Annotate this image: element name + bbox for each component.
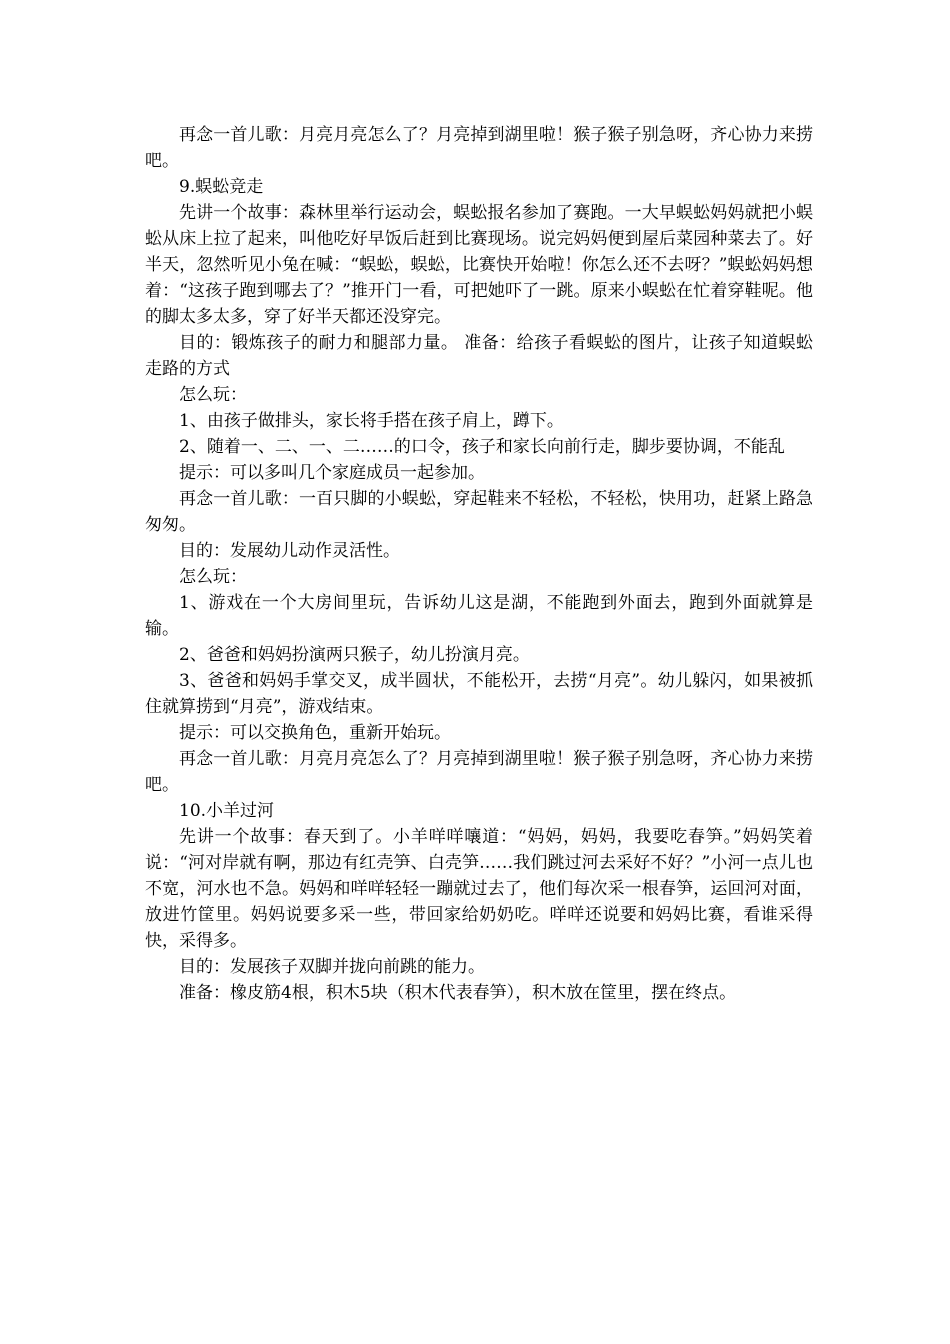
paragraph-centipede-story: 先讲一个故事：森林里举行运动会，蜈蚣报名参加了赛跑。一大早蜈蚣妈妈就把小蜈蚣从床上拉了起来，叫他吃好早饭后赶到比赛现场。说完妈妈便到屋后菜园种菜去了。好半天，忽然听见小兔在喊：“蜈蚣，蜈蚣，比赛快开始啦！你怎么还不去呀？”蜈蚣妈妈想着：“这孩子跑到哪去了？”推开门一看，可把她吓了一跳。原来小蜈蚣在忙着穿鞋呢。他的脚太多太多，穿了好半天都还没穿完。 [145, 203, 813, 327]
paragraph-moon-step-3: 3、爸爸和妈妈手掌交叉，成半圆状，不能松开，去捞“月亮”。幼儿躲闪，如果被抓住就算捞到“月亮”，游戏结束。 [145, 671, 813, 717]
paragraph-tip: 提示：可以多叫几个家庭成员一起参加。 [179, 463, 485, 483]
paragraph-how-to-play-2: 怎么玩： [179, 567, 247, 587]
paragraph-rhyme-moon: 再念一首儿歌：月亮月亮怎么了？月亮掉到湖里啦！猴子猴子别急呀，齐心协力来捞吧。 [145, 125, 813, 171]
paragraph-moon-step-2: 2、爸爸和妈妈扮演两只猴子，幼儿扮演月亮。 [179, 645, 530, 665]
paragraph-how-to-play: 怎么玩： [179, 385, 247, 405]
document-page [145, 122, 813, 1006]
paragraph-rhyme-moon-2: 再念一首儿歌：月亮月亮怎么了？月亮掉到湖里啦！猴子猴子别急呀，齐心协力来捞吧。 [145, 749, 813, 795]
paragraph-moon-step-1: 1、游戏在一个大房间里玩，告诉幼儿这是湖，不能跑到外面去，跑到外面就算是输。 [145, 593, 813, 639]
paragraph-lamb-purpose: 目的：发展孩子双脚并拢向前跳的能力。 [179, 957, 485, 977]
paragraph-centipede-purpose: 目的：锻炼孩子的耐力和腿部力量。 准备：给孩子看蜈蚣的图片，让孩子知道蜈蚣走路的方式 [145, 333, 813, 379]
paragraph-moon-tip: 提示：可以交换角色，重新开始玩。 [179, 723, 451, 743]
paragraph-lamb-preparation: 准备：橡皮筋4根，积木5块（积木代表春笋），积木放在筐里，摆在终点。 [179, 983, 737, 1003]
section-heading-centipede-race: 9.蜈蚣竞走 [179, 177, 264, 197]
paragraph-step-1: 1、由孩子做排头，家长将手搭在孩子肩上，蹲下。 [179, 411, 564, 431]
paragraph-lamb-story: 先讲一个故事：春天到了。小羊咩咩嚷道：“妈妈，妈妈，我要吃春笋。”妈妈笑着说：“河对岸就有啊，那边有红壳笋、白壳笋……我们跳过河去采好不好？”小河一点儿也不宽，河水也不急。妈妈和咩咩轻轻一蹦就过去了，他们每次采一根春笋，运回河对面，放进竹筐里。妈妈说要多采一些，带回家给奶奶吃。咩咩还说要和妈妈比赛，看谁采得快，采得多。 [145, 827, 813, 951]
section-heading-lamb-crossing: 10.小羊过河 [179, 801, 275, 821]
paragraph-step-2: 2、随着一、二、一、二……的口令，孩子和家长向前行走，脚步要协调，不能乱 [179, 437, 785, 457]
paragraph-rhyme-centipede: 再念一首儿歌：一百只脚的小蜈蚣，穿起鞋来不轻松，不轻松，快用功，赶紧上路急匆匆。 [145, 489, 813, 535]
paragraph-purpose-agility: 目的：发展幼儿动作灵活性。 [179, 541, 400, 561]
